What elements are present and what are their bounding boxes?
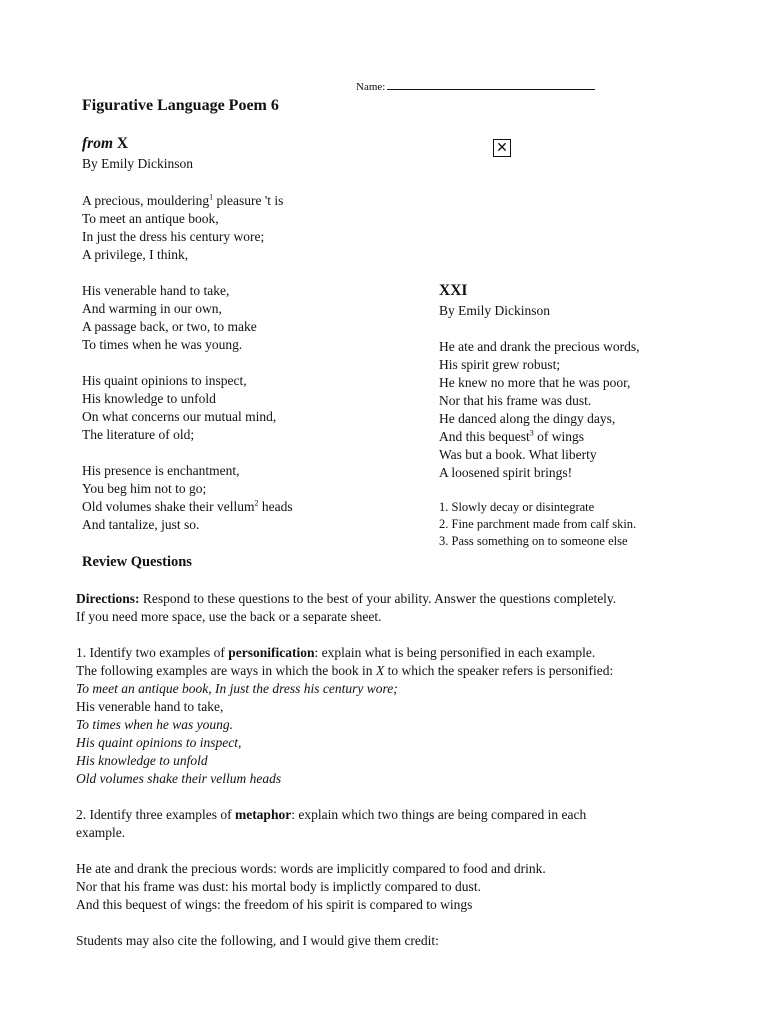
question-text: : explain what is being personified in each example. (314, 645, 596, 660)
closing-line: Students may also cite the following, and I would give them credit: (76, 933, 439, 948)
poem-line: A privilege, I think, (82, 247, 189, 262)
poem-line: In just the dress his century wore; (82, 229, 265, 244)
answer-line: Nor that his frame was dust: his mortal body is implictly compared to dust. (76, 879, 481, 894)
example-line: To times when he was young. (76, 717, 234, 732)
directions-line: If you need more space, use the back or a separate sheet. (76, 609, 382, 624)
broken-image-icon: ✕ (493, 139, 511, 157)
poem-line: And warming in our own, (82, 301, 222, 316)
poem-line: His knowledge to unfold (82, 391, 216, 406)
poem-line: His quaint opinions to inspect, (82, 373, 247, 388)
poem-line: His spirit grew robust; (439, 357, 561, 372)
poem-line (82, 498, 293, 516)
example-line: Old volumes shake their vellum heads (76, 771, 282, 786)
example-line: His venerable hand to take, (76, 699, 224, 714)
answer-line: He ate and drank the precious words: words are implicitly compared to food and drink. (76, 861, 546, 876)
answer-text: The following examples are ways in which the book in (76, 663, 376, 678)
document-title: Figurative Language Poem 6 (82, 97, 279, 114)
question-text: : explain which two things are being compared in each (291, 807, 587, 822)
answer-line (76, 662, 716, 680)
poem1-stanza-1 (82, 192, 293, 264)
poem1-author: By Emily Dickinson (82, 156, 193, 171)
footnote-marker: 2 (254, 498, 259, 508)
question-2 (76, 806, 716, 824)
poem-line: Nor that his frame was dust. (439, 393, 592, 408)
question-term: metaphor (234, 807, 292, 822)
poem-line: A passage back, or two, to make (82, 319, 257, 334)
poem-line: The literature of old; (82, 427, 195, 442)
footnote-item: 1. Slowly decay or disintegrate (439, 500, 595, 514)
poem2-author: By Emily Dickinson (439, 303, 550, 318)
question-term: personification (228, 645, 315, 660)
poem2 (439, 282, 640, 482)
poem1-title-text: X (116, 135, 129, 152)
poem-line: And tantalize, just so. (82, 517, 200, 532)
directions-line (76, 590, 716, 608)
poem-line: His venerable hand to take, (82, 283, 230, 298)
poem1-header (82, 135, 193, 173)
footnotes (439, 499, 636, 550)
footnote-item: 3. Pass something on to someone else (439, 534, 628, 548)
poem-line: You beg him not to go; (82, 481, 207, 496)
poem-line: He ate and drank the precious words, (439, 339, 640, 354)
poem1-title (82, 135, 193, 153)
poem-line-text: A precious, mouldering (82, 193, 210, 208)
poem-line: His presence is enchantment, (82, 463, 240, 478)
poem-line: Was but a book. What liberty (439, 447, 597, 462)
poem1-stanza-2 (82, 282, 293, 354)
poem-line-text: of wings (533, 429, 584, 444)
review-body (76, 590, 716, 950)
poem-line: A loosened spirit brings! (439, 465, 573, 480)
poem-line-text: Old volumes shake their vellum (82, 499, 255, 514)
answer-line: And this bequest of wings: the freedom of his spirit is compared to wings (76, 897, 473, 912)
poem-line-text: And this bequest (439, 429, 530, 444)
poem-line: On what concerns our mutual mind, (82, 409, 277, 424)
answer-italic: X (375, 663, 385, 678)
poem-line: He danced along the dingy days, (439, 411, 616, 426)
name-label: Name: (356, 81, 386, 93)
poem1-stanza-3 (82, 372, 293, 444)
example-line: His knowledge to unfold (76, 753, 208, 768)
name-field (356, 80, 595, 93)
example-line: His quaint opinions to inspect, (76, 735, 242, 750)
question-text: example. (76, 825, 126, 840)
poem1-stanza-4 (82, 462, 293, 534)
review-questions-title: Review Questions (82, 554, 192, 570)
poem-line (82, 192, 293, 210)
poem-line: To meet an antique book, (82, 211, 219, 226)
poem1-from-word: from (82, 135, 113, 152)
poem-line-text: heads (258, 499, 293, 514)
poem1-body (82, 192, 293, 552)
question-text: 2. Identify three examples of (76, 807, 235, 822)
directions-text: Respond to these questions to the best of your ability. Answer the questions completely. (139, 591, 617, 606)
footnote-item: 2. Fine parchment made from calf skin. (439, 517, 637, 531)
poem-line: He knew no more that he was poor, (439, 375, 631, 390)
example-line: To meet an antique book, In just the dress his century wore; (76, 681, 398, 696)
poem-line: To times when he was young. (82, 337, 243, 352)
question-text: 1. Identify two examples of (76, 645, 229, 660)
poem-line-text: pleasure 't is (213, 193, 284, 208)
name-blank-line (387, 80, 595, 90)
poem-line (439, 428, 640, 446)
question-1 (76, 644, 716, 662)
directions-label: Directions: (76, 591, 140, 606)
poem2-title: XXI (439, 282, 468, 299)
answer-text: to which the speaker refers is personified: (384, 663, 614, 678)
footnote-marker: 1 (209, 192, 214, 202)
footnote-marker: 3 (529, 428, 534, 438)
